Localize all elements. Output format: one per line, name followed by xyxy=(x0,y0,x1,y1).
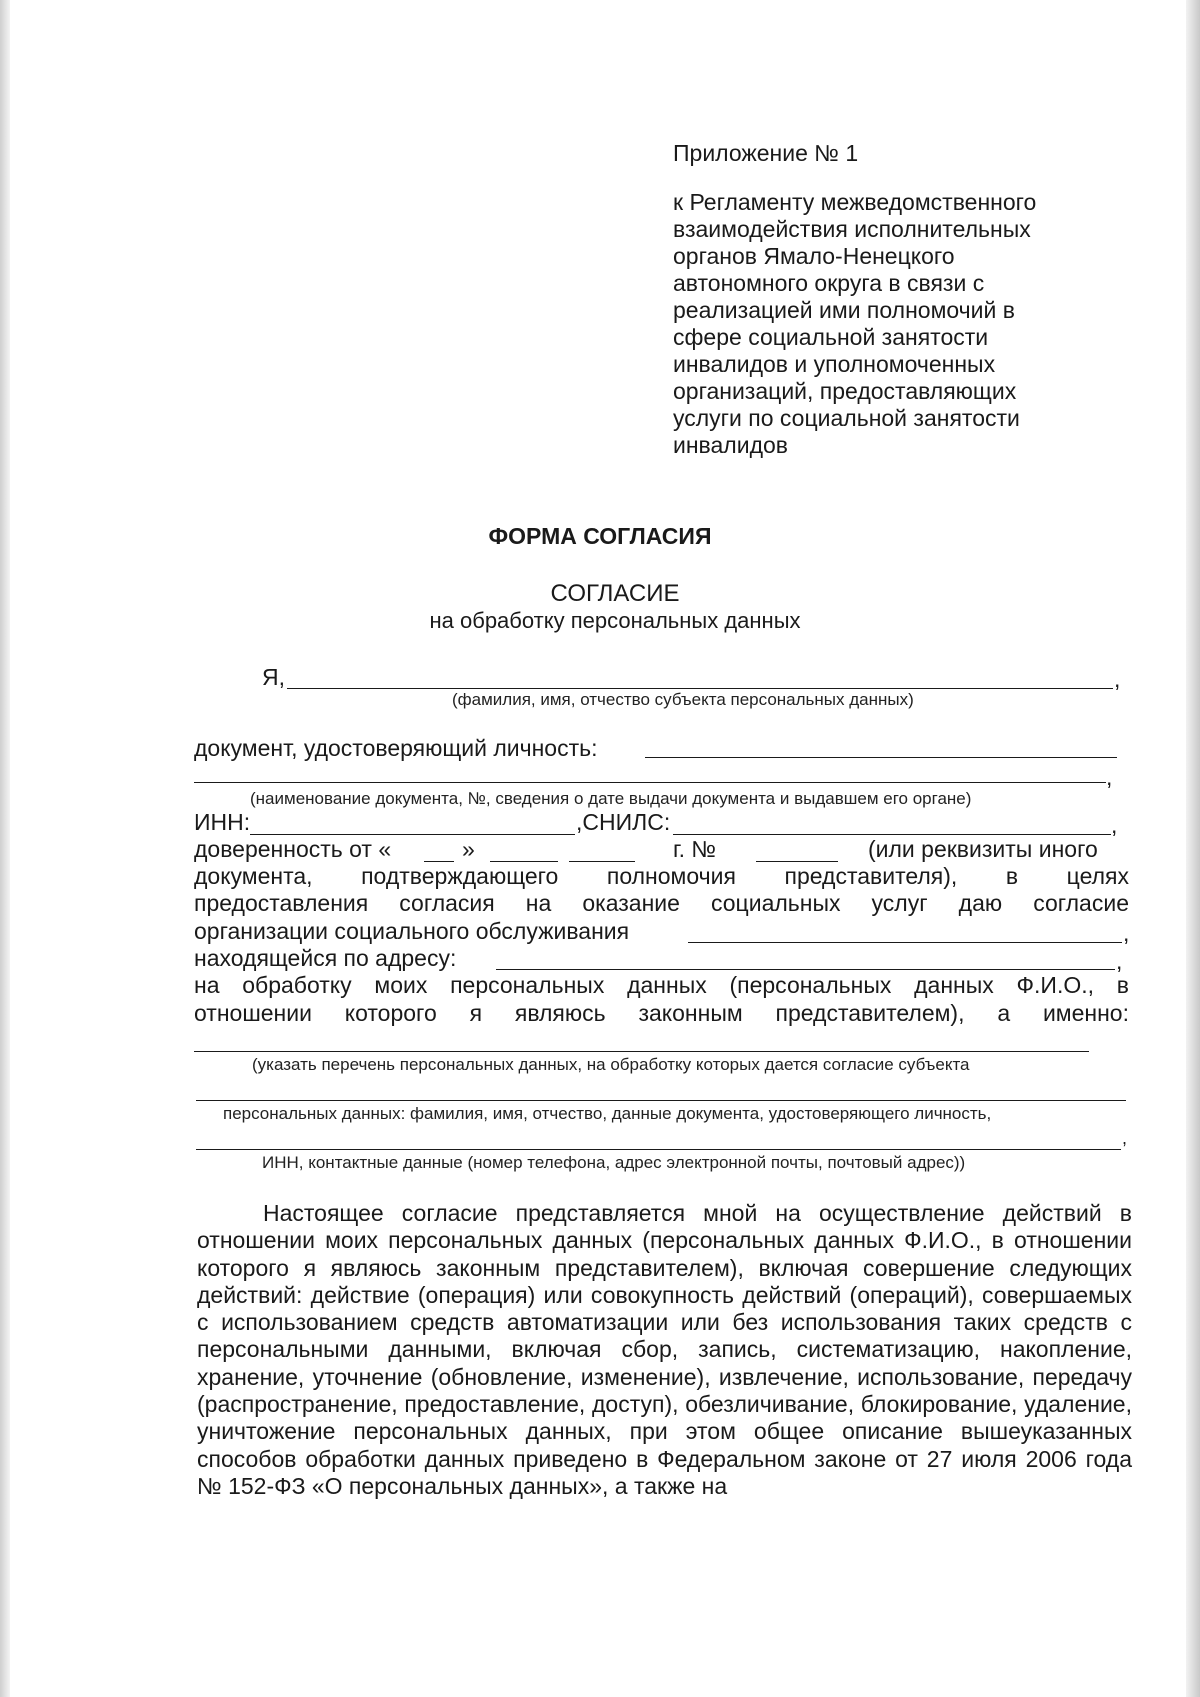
list-blank-2[interactable] xyxy=(196,1100,1126,1101)
document-blank[interactable] xyxy=(645,757,1117,758)
representative-text: отношении которого я являюсь законным представителем), а именно: xyxy=(194,1000,1129,1026)
poa-day-blank[interactable] xyxy=(424,861,454,862)
form-title: ФОРМА СОГЛАСИЯ xyxy=(488,523,712,549)
processing-line xyxy=(194,972,1129,999)
poa-number-label: г. № xyxy=(673,836,717,862)
snils-comma: , xyxy=(1111,812,1118,838)
authority-line xyxy=(194,863,1129,890)
appendix-line: услуги по социальной занятости xyxy=(673,405,1020,431)
fio-blank[interactable] xyxy=(287,688,1113,689)
poa-other-text: (или реквизиты иного xyxy=(868,836,1098,862)
document-blank-2[interactable] xyxy=(194,782,1106,783)
org-comma: , xyxy=(1123,920,1130,946)
list-blank-1[interactable] xyxy=(194,1051,1089,1052)
appendix-line: инвалидов и уполномоченных xyxy=(673,351,996,377)
representative-line xyxy=(194,1000,1129,1027)
snils-blank[interactable] xyxy=(673,834,1111,835)
address-blank[interactable] xyxy=(496,969,1115,970)
poa-close-quote: » xyxy=(462,836,475,862)
consent-body-paragraph xyxy=(197,1200,1132,1500)
list-comma: , xyxy=(1122,1128,1128,1148)
appendix-block xyxy=(673,140,1093,459)
scan-edge-right xyxy=(1186,0,1200,1697)
appendix-line: сфере социальной занятости xyxy=(673,324,989,350)
fio-caption: (фамилия, имя, отчество субъекта персональных данных) xyxy=(452,690,914,709)
scan-edge-left xyxy=(0,0,10,1697)
consent-text: предоставления согласия на оказание социальных услуг даю согласие xyxy=(194,890,1129,916)
poa-year-blank[interactable] xyxy=(569,861,635,862)
consent-title: СОГЛАСИЕ xyxy=(550,580,680,607)
inn-blank[interactable] xyxy=(250,834,575,835)
list-caption-3: ИНН, контактные данные (номер телефона, адрес электронной почты, почтовый адрес)) xyxy=(262,1153,966,1172)
consent-body-text: Настоящее согласие представляется мной на осуществление действий в отношении моих персональных данных (персональных данных Ф.И.О., в отношении которого я являюсь законным представителем), включая совершение следующих действий: действие (операция) или совокупность действий (операций), совершаемых с использованием средств автоматизации или без использования таких средств с персональными данными, включая сбор, запись, систематизацию, накопление, хранение, уточнение (обновление, изменение), извлечение, использование, передачу (распространение, предоставление, доступ), обезличивание, блокирование, удаление, уничтожение персональных данных, при этом общее описание вышеуказанных способов обработки данных приведено в Федеральном законе от 27 июля 2006 года № 152-ФЗ «О персональных данных», а также на xyxy=(197,1200,1132,1499)
ya-label: Я, xyxy=(262,664,285,690)
fio-comma: , xyxy=(1114,666,1121,692)
org-label: организации социального обслуживания xyxy=(194,918,630,944)
address-comma: , xyxy=(1116,948,1123,974)
consent-line xyxy=(194,890,1129,917)
appendix-text xyxy=(673,189,1093,459)
appendix-line: взаимодействия исполнительных xyxy=(673,216,1031,242)
appendix-line: автономного округа в связи с xyxy=(673,270,985,296)
document-caption: (наименование документа, №, сведения о дате выдачи документа и выдавшем его органе) xyxy=(250,789,972,808)
appendix-title: Приложение № 1 xyxy=(673,140,859,166)
appendix-line: организаций, предоставляющих xyxy=(673,378,1017,404)
document-comma: , xyxy=(1106,764,1113,790)
poa-from-label: доверенность от « xyxy=(194,836,392,862)
appendix-line: реализацией ими полномочий в xyxy=(673,297,1015,323)
appendix-line: органов Ямало-Ненецкого xyxy=(673,243,955,269)
poa-number-blank[interactable] xyxy=(756,861,838,862)
snils-label: ,СНИЛС: xyxy=(576,809,671,835)
address-label: находящейся по адресу: xyxy=(194,945,457,971)
appendix-line: к Регламенту межведомственного xyxy=(673,189,1037,215)
inn-label: ИНН: xyxy=(194,809,251,835)
appendix-line: инвалидов xyxy=(673,432,788,458)
document-label: документ, удостоверяющий личность: xyxy=(194,735,598,761)
poa-month-blank[interactable] xyxy=(490,861,558,862)
list-caption-1: (указать перечень персональных данных, на обработку которых дается согласие субъекта xyxy=(252,1055,970,1074)
consent-subtitle: на обработку персональных данных xyxy=(429,608,801,633)
org-blank[interactable] xyxy=(688,942,1122,943)
authority-text: документа, подтверждающего полномочия представителя), в целях xyxy=(194,863,1129,889)
processing-text: на обработку моих персональных данных (персональных данных Ф.И.О., в xyxy=(194,972,1129,998)
list-caption-2: персональных данных: фамилия, имя, отчество, данные документа, удостоверяющего личность, xyxy=(223,1104,992,1123)
list-blank-3[interactable] xyxy=(196,1149,1121,1150)
